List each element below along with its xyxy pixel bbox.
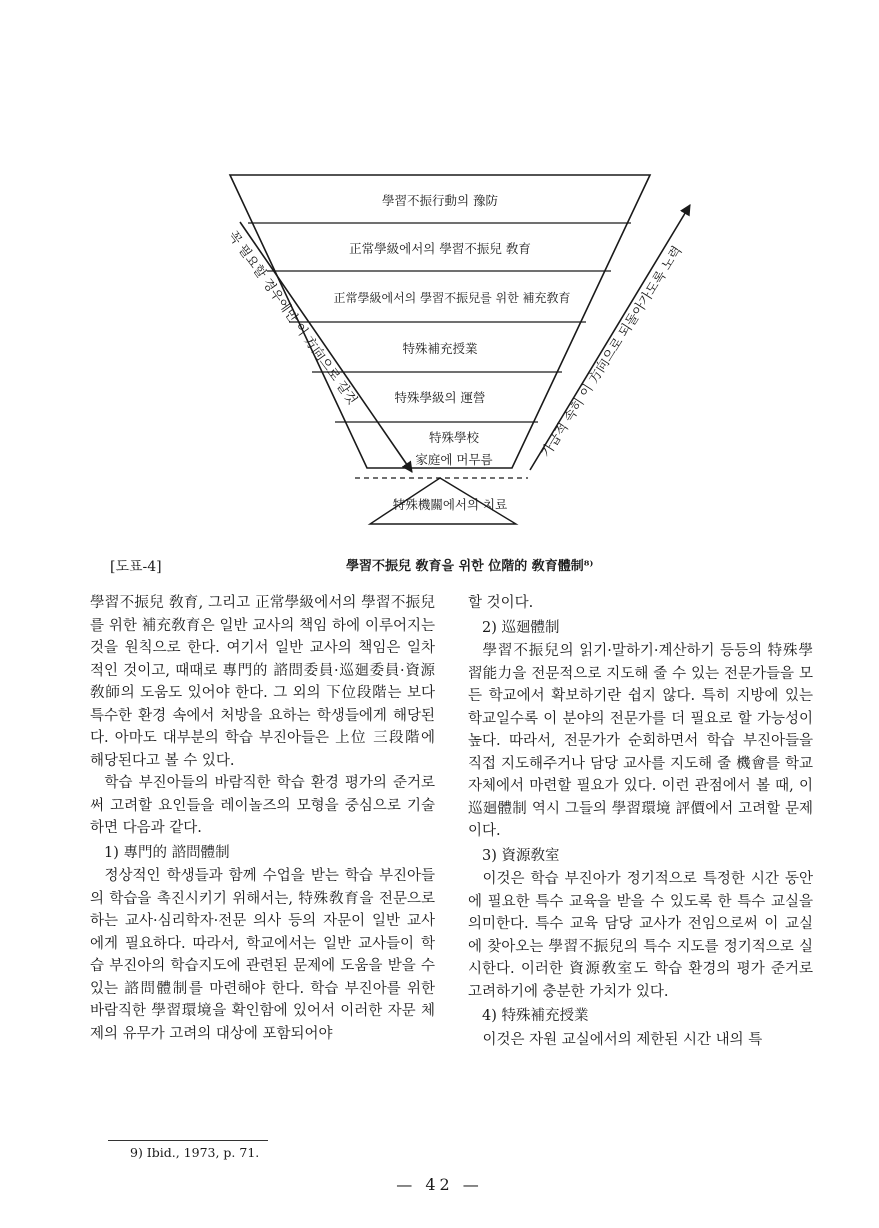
paragraph: 學習不振兒 敎育, 그리고 正常學級에서의 學習不振兒를 위한 補充敎育은 일반 교사의 책임 하에 이루어지는 것을 원칙으로 한다. 여기서 일반 교사의 책임은 일차적인 것이고, 때때로 專門的 諮問委員·巡廻委員·資源敎師의 도움도 있어야 한다. 그 외의 下位段階는 보다 특수한 환경 속에서 처방을 요하는 학생들에게 해당된다. 아마도 대부분의 학습 부진아들은 上位 三段階에 해당된다고 볼 수 있다. bbox=[90, 595, 435, 769]
right-arrow-label: 가급적 속히 이 方向으로 되돌아가도록 노력 bbox=[538, 243, 686, 461]
section-heading: 2) 巡廻體制 bbox=[482, 619, 560, 636]
level-label-6: 特殊學校 bbox=[428, 430, 480, 445]
down-arrow bbox=[240, 222, 412, 472]
level-label-1: 學習不振行動의 豫防 bbox=[381, 193, 499, 208]
footnote-rule bbox=[108, 1140, 268, 1141]
level-label-8: 特殊機關에서의 치료 bbox=[392, 497, 508, 512]
figure-title: 學習不振兒 敎育을 위한 位階的 敎育體制⁸⁾ bbox=[346, 559, 594, 574]
paragraph: 이것은 학습 부진아가 정기적으로 특정한 시간 동안에 필요한 특수 교육을 받을 수 있도록 한 특수 교실을 의미한다. 특수 교육 담당 교사가 전임으로써 이 교실에 찾아오는 學習不振兒의 특수 지도를 정기적으로 실시한다. 이러한 資源敎室도 학습 환경의 평가 준거로 고려하기에 충분한 가치가 있다. bbox=[468, 871, 813, 1000]
paragraph: 學習不振兒의 읽기·말하기·계산하기 등등의 特殊學習能力을 전문적으로 지도해 줄 수 있는 전문가들을 모든 학교에서 확보하기란 쉽지 않다. 특히 지방에 있는 학교일수록 이 분야의 전문가를 더 필요로 할 가능성이 높다. 따라서, 전문가가 순회하면서 학습 부진아들을 직접 지도해주거나 담당 교사를 지도해 줄 機會를 학교 자체에서 마련할 필요가 있다. 이런 관점에서 볼 때, 이 巡廻體制 역시 그들의 學習環境 評價에서 고려할 문제이다. bbox=[468, 643, 813, 839]
section-heading: 4) 特殊補充授業 bbox=[482, 1008, 589, 1024]
left-arrow-label: 꼭 필요할 경우에만 이 方向으로 갈것 bbox=[224, 228, 360, 408]
paragraph: 정상적인 학생들과 함께 수업을 받는 학습 부진아들의 학습을 촉진시키기 위해서는, 特殊敎育을 전문으로 하는 교사·심리학자·전문 의사 등의 자문이 일반 교사에게 필요하다. 따라서, 학교에서는 일반 교사들이 학습 부진아의 학습지도에 관련된 문제에 도움을 받을 수 있는 諮問體制를 마련해야 한다. 학습 부진아를 위한 바람직한 學習環境을 확인함에 있어서 이러한 자문 체제의 유무가 고려의 대상에 포함되어야 bbox=[90, 868, 435, 1042]
level-label-7: 家庭에 머무름 bbox=[415, 452, 493, 467]
left-column bbox=[90, 592, 435, 1045]
level-label-5: 特殊學級의 運營 bbox=[394, 390, 486, 405]
page-number: — 42 — bbox=[396, 1175, 483, 1194]
hierarchy-diagram bbox=[0, 0, 879, 560]
level-label-4: 特殊補充授業 bbox=[402, 341, 478, 356]
paragraph: 이것은 자원 교실에서의 제한된 시간 내의 특 bbox=[482, 1031, 763, 1048]
paragraph: 학습 부진아들의 바람직한 학습 환경 평가의 준거로써 고려할 요인들을 레이놀즈의 모형을 중심으로 기술하면 다음과 같다. bbox=[90, 775, 435, 836]
level-label-3: 正常學級에서의 學習不振兒를 위한 補充敎育 bbox=[333, 291, 571, 305]
section-heading: 3) 資源敎室 bbox=[482, 847, 560, 864]
section-heading: 1) 專門的 諮問體制 bbox=[104, 844, 230, 861]
figure-number: [도표-4] bbox=[110, 559, 162, 575]
right-column bbox=[468, 592, 813, 1051]
level-label-2: 正常學級에서의 學習不振兒 敎育 bbox=[349, 241, 531, 256]
paragraph: 할 것이다. bbox=[468, 595, 534, 611]
footnote: 9) Ibid., 1973, p. 71. bbox=[130, 1145, 260, 1160]
